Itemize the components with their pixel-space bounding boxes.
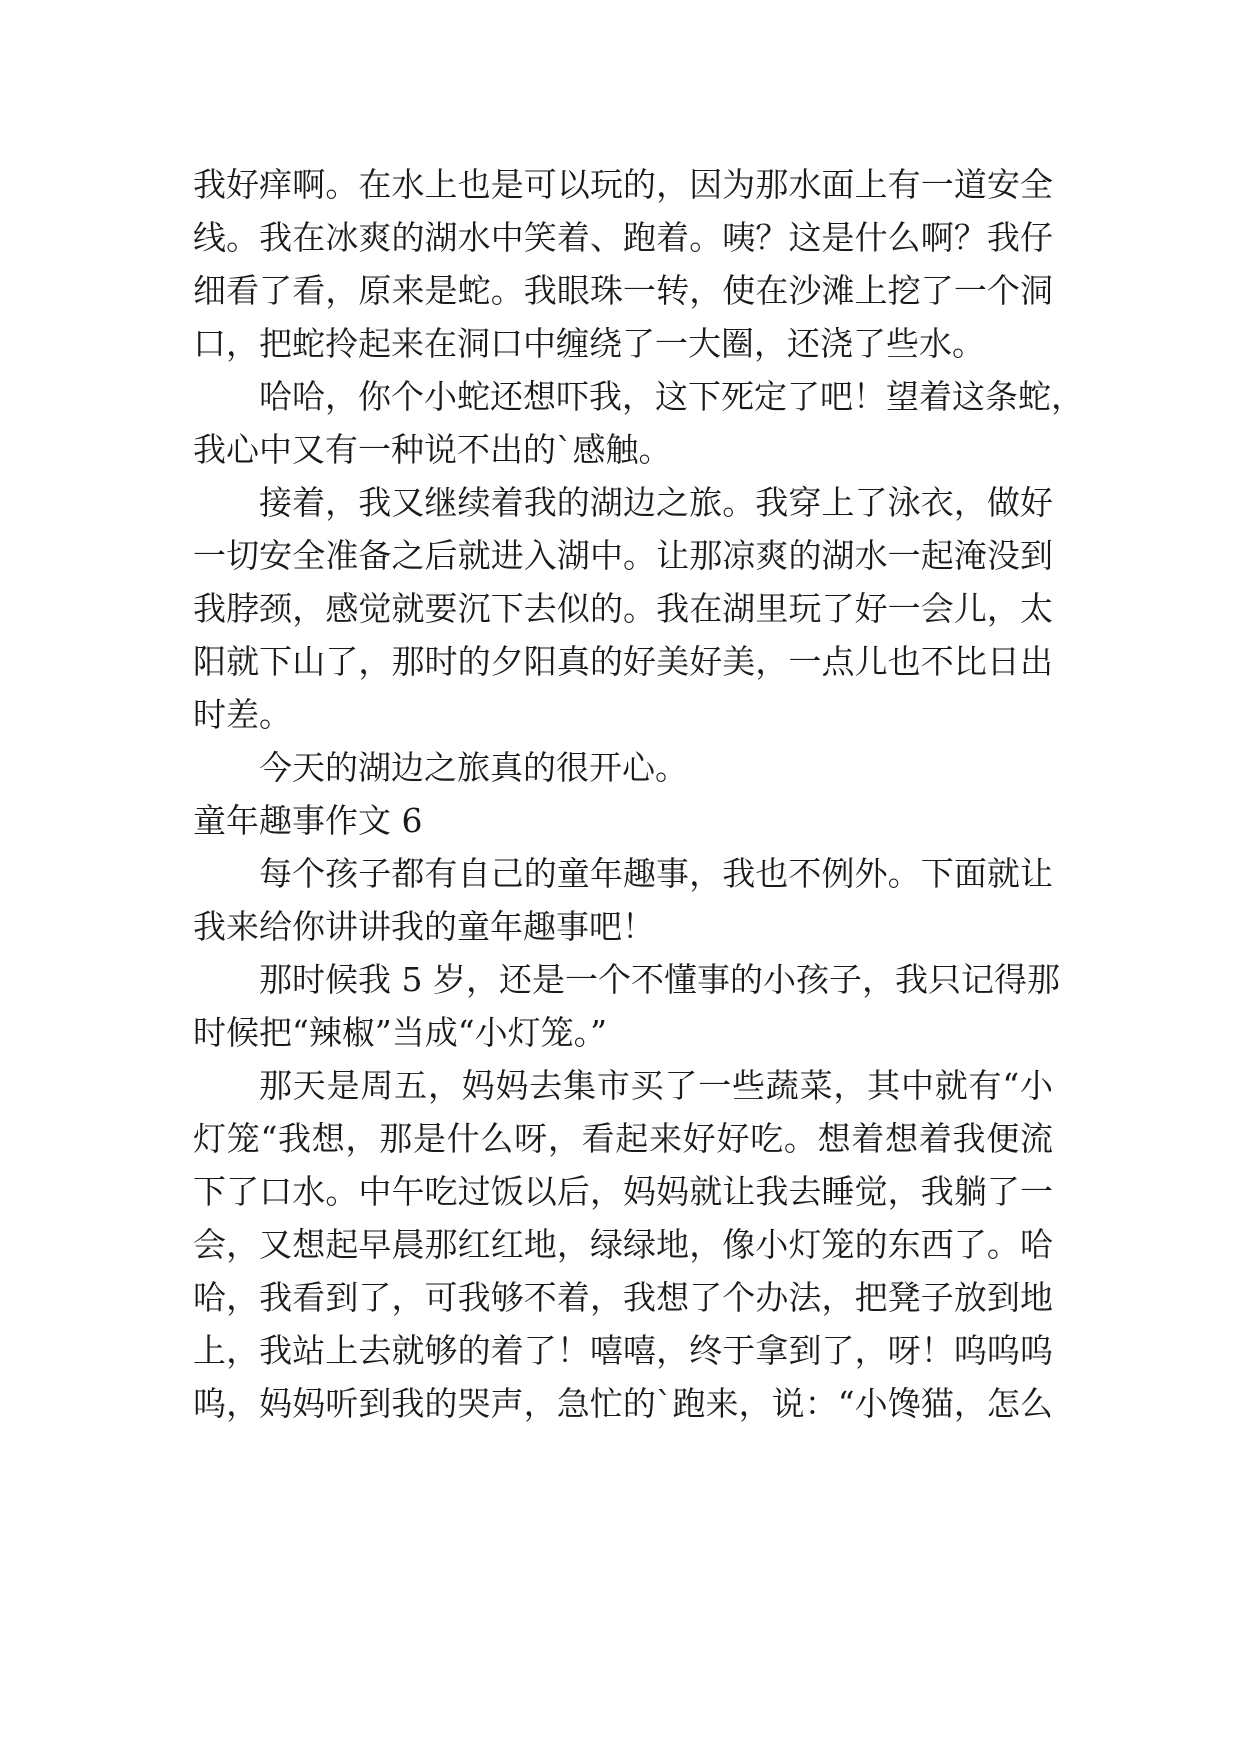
paragraph-start-line: 每个孩子都有自己的童年趣事，我也不例外。下面就让 [259,854,1053,893]
text-line: 哈，我看到了，可我够不着，我想了个办法，把凳子放到地 [193,1278,1053,1317]
text-line: 阳就下山了，那时的夕阳真的好美好美，一点儿也不比日出 [193,642,1053,681]
text-line: 我脖颈，感觉就要沉下去似的。我在湖里玩了好一会儿，太 [193,589,1053,628]
text-line: 我好痒啊。在水上也是可以玩的，因为那水面上有一道安全 [193,165,1053,204]
paragraph-start-line: 那时候我 5 岁，还是一个不懂事的小孩子，我只记得那 [259,960,1060,999]
section-heading: 童年趣事作文 6 [193,801,423,840]
text-line: 会，又想起早晨那红红地，绿绿地，像小灯笼的东西了。哈 [193,1225,1053,1264]
text-line: 细看了看，原来是蛇。我眼珠一转，使在沙滩上挖了一个洞 [193,271,1053,310]
text-line: 下了口水。中午吃过饭以后，妈妈就让我去睡觉，我躺了一 [193,1172,1053,1211]
paragraph-start-line: 那天是周五，妈妈去集市买了一些蔬菜，其中就有“小 [259,1066,1053,1105]
text-line: 我来给你讲讲我的童年趣事吧！ [193,907,655,946]
text-line: 一切安全准备之后就进入湖中。让那凉爽的湖水一起淹没到 [193,536,1053,575]
text-line: 灯笼“我想，那是什么呀，看起来好好吃。想着想着我便流 [193,1119,1053,1158]
text-line: 时候把“辣椒”当成“小灯笼。” [193,1013,607,1052]
text-line: 呜，妈妈听到我的哭声，急忙的`跑来，说：“小馋猫，怎么 [193,1384,1053,1423]
text-line: 线。我在冰爽的湖水中笑着、跑着。咦？这是什么啊？我仔 [193,218,1053,257]
text-line: 时差。 [193,695,292,734]
text-line: 上，我站上去就够的着了！嘻嘻，终于拿到了，呀！呜呜呜 [193,1331,1053,1370]
paragraph-start-line: 哈哈，你个小蛇还想吓我，这下死定了吧！望着这条蛇， [259,377,1084,416]
text-line: 口，把蛇拎起来在洞口中缠绕了一大圈，还浇了些水。 [193,324,985,363]
text-line: 我心中又有一种说不出的`感触。 [193,430,672,469]
paragraph-start-line: 今天的湖边之旅真的很开心。 [259,748,688,787]
paragraph-start-line: 接着，我又继续着我的湖边之旅。我穿上了泳衣，做好 [259,483,1053,522]
